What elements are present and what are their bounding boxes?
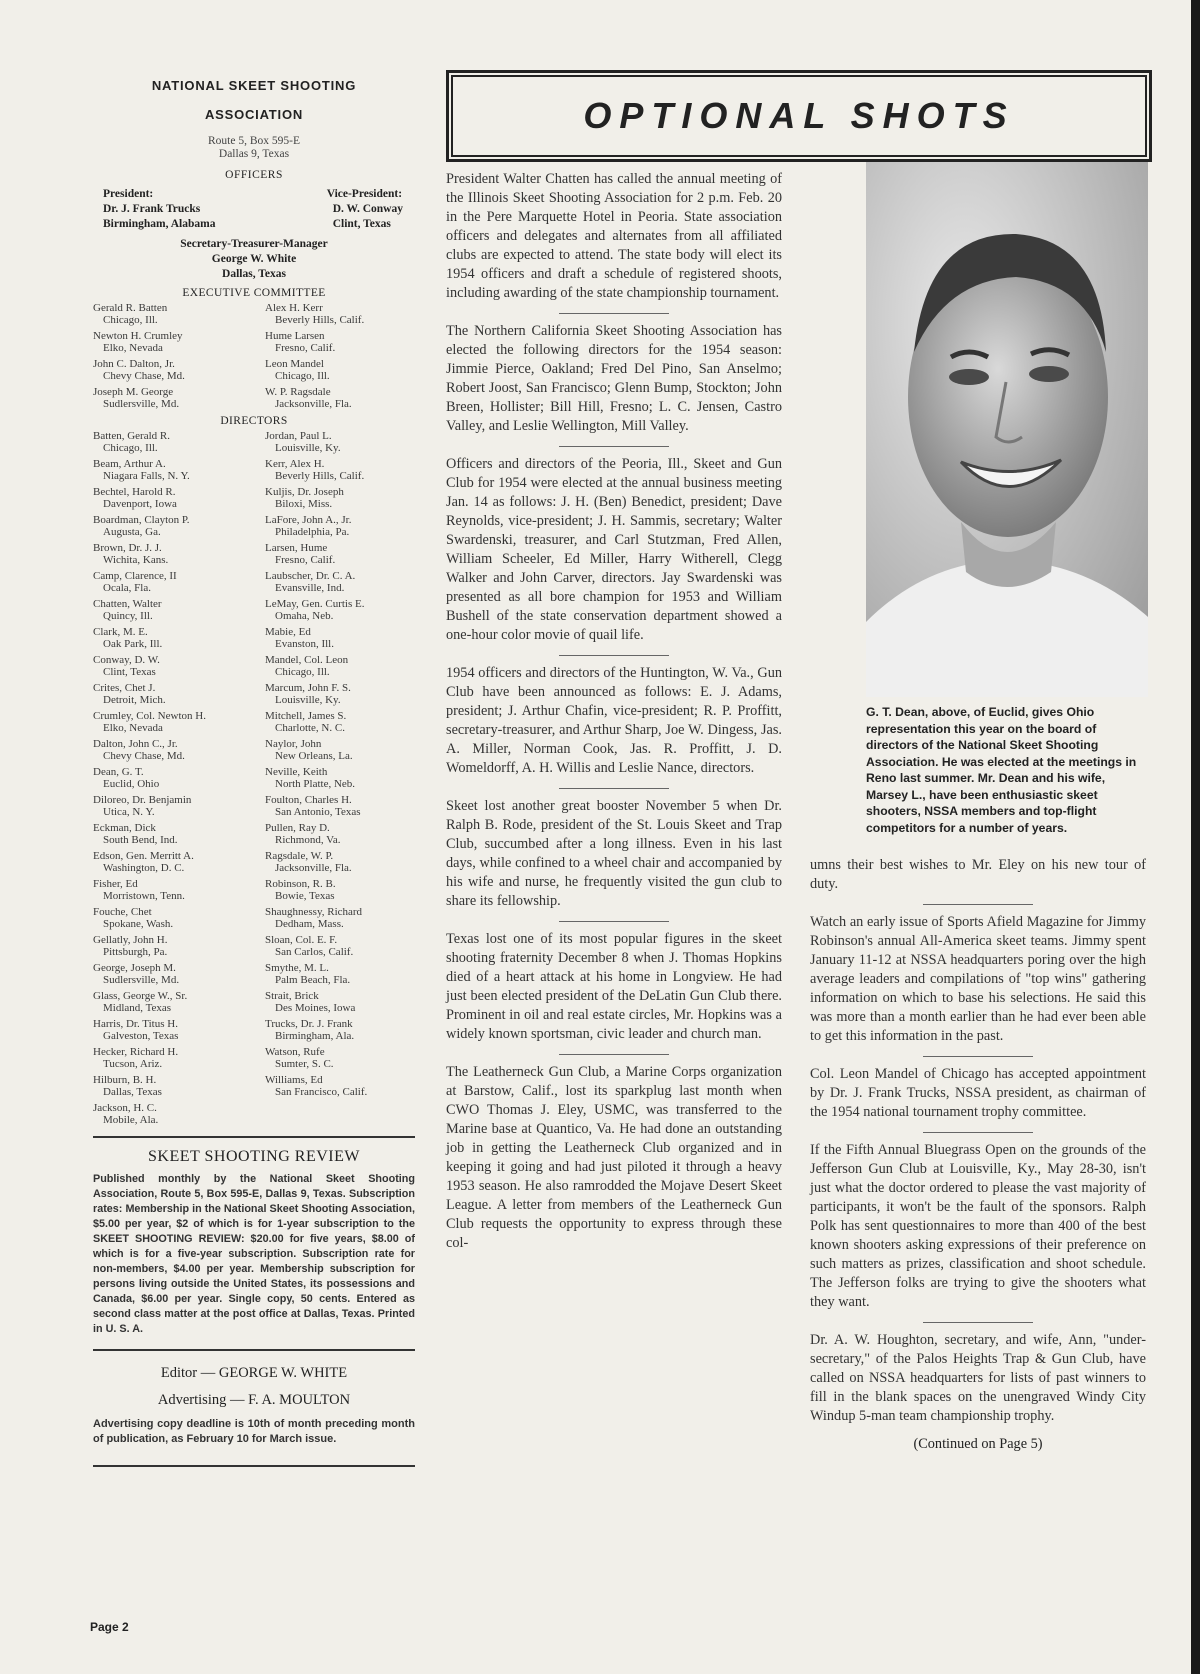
roster-row bbox=[93, 739, 415, 762]
member-name: Laubscher, Dr. C. A. bbox=[265, 570, 356, 582]
member-location: Louisville, Ky. bbox=[275, 441, 341, 454]
member-location: Evanston, Ill. bbox=[275, 637, 334, 650]
member-location: South Bend, Ind. bbox=[103, 833, 178, 846]
roster-row bbox=[93, 331, 415, 354]
roster-entry bbox=[265, 543, 415, 566]
member-location: Mobile, Ala. bbox=[103, 1113, 159, 1126]
roster-entry bbox=[93, 1047, 243, 1070]
roster-entry bbox=[265, 303, 415, 326]
member-name: Crites, Chet J. bbox=[93, 682, 156, 694]
president-title: President: bbox=[103, 188, 154, 200]
member-location: Chevy Chase, Md. bbox=[103, 749, 185, 762]
article-paragraph: Texas lost one of its most popular figures in the skeet shooting fraternity December 8 when J. Thomas Hopkins died of a heart attack at his home in Longview. He had just been elected president of the DeLatin Gun Club there. Prominent in oil and real estate circles, Mr. Hopkins was a widely known sportsman, civic leader and church man. bbox=[446, 931, 782, 1042]
page-edge bbox=[1191, 0, 1200, 1674]
roster-entry bbox=[265, 879, 415, 902]
member-location: Beverly Hills, Calif. bbox=[275, 469, 365, 482]
roster-entry bbox=[93, 543, 243, 566]
member-location: Pittsburgh, Pa. bbox=[103, 945, 168, 958]
item-separator bbox=[559, 655, 669, 656]
roster-entry bbox=[93, 963, 243, 986]
member-name: Pullen, Ray D. bbox=[265, 822, 330, 834]
member-name: Robinson, R. B. bbox=[265, 878, 336, 890]
roster-entry bbox=[265, 387, 415, 410]
member-location: Quincy, Ill. bbox=[103, 609, 153, 622]
article-paragraph: umns their best wishes to Mr. Eley on his new tour of duty. bbox=[810, 857, 1146, 892]
member-location: Galveston, Texas bbox=[103, 1029, 179, 1042]
advertising-line: Advertising — F. A. MOULTON bbox=[157, 1392, 351, 1408]
item-separator bbox=[559, 1054, 669, 1055]
member-location: Utica, N. Y. bbox=[103, 805, 155, 818]
member-location: Elko, Nevada bbox=[103, 341, 163, 354]
member-name: Bechtel, Harold R. bbox=[93, 486, 176, 498]
roster-entry bbox=[93, 1075, 243, 1098]
member-location: Chevy Chase, Md. bbox=[103, 369, 185, 382]
member-name: Shaughnessy, Richard bbox=[265, 906, 363, 918]
roster-entry bbox=[265, 487, 415, 510]
member-name: Watson, Rufe bbox=[265, 1046, 325, 1058]
roster-row bbox=[93, 515, 415, 538]
right-article-column bbox=[810, 856, 1146, 1453]
member-name: W. P. Ragsdale bbox=[265, 386, 331, 398]
member-location: Midland, Texas bbox=[103, 1001, 172, 1014]
member-name: Fisher, Ed bbox=[93, 878, 138, 890]
roster-row bbox=[93, 627, 415, 650]
article-paragraph: Officers and directors of the Peoria, Ill., Skeet and Gun Club for 1954 were elected at the annual business meeting Jan. 14 as follows: J. H. (Ben) Benedict, president; Dave Reynolds, vice-president; J. H. Sammis, secretary; Walter Swardenski, treasurer, and Carl Stutzman, Fred Allen, William Scheeler, Ed Miller, Harry Witherell, Clegg Walker and John Carver, directors. Jay Swardenski was presented as all bore champion for 1953 and William Bushell of the state conservation department showed a one-hour color movie of quail life. bbox=[446, 456, 782, 643]
roster-entry bbox=[265, 1019, 415, 1042]
roster-entry bbox=[93, 711, 243, 734]
vp-title: Vice-President: bbox=[326, 188, 403, 200]
member-location: Davenport, Iowa bbox=[103, 497, 177, 510]
member-location: North Platte, Neb. bbox=[275, 777, 356, 790]
member-name: Alex H. Kerr bbox=[265, 302, 323, 314]
roster-row bbox=[93, 387, 415, 410]
member-name: Strait, Brick bbox=[265, 990, 319, 1002]
masthead-column bbox=[93, 78, 415, 1467]
roster-entry bbox=[265, 627, 415, 650]
roster-entry bbox=[265, 1103, 415, 1126]
member-location: San Francisco, Calif. bbox=[275, 1085, 368, 1098]
roster-row bbox=[93, 1047, 415, 1070]
member-name: Mitchell, James S. bbox=[265, 710, 347, 722]
member-location: San Antonio, Texas bbox=[275, 805, 361, 818]
item-separator bbox=[923, 1056, 1033, 1057]
member-location: Philadelphia, Pa. bbox=[275, 525, 350, 538]
roster-entry bbox=[93, 1019, 243, 1042]
middle-article-column bbox=[446, 170, 782, 1263]
member-name: Brown, Dr. J. J. bbox=[93, 542, 162, 554]
member-name: Newton H. Crumley bbox=[93, 330, 183, 342]
member-name: Jordan, Paul L. bbox=[265, 430, 332, 442]
member-name: Hecker, Richard H. bbox=[93, 1046, 179, 1058]
executive-heading: EXECUTIVE COMMITTEE bbox=[182, 287, 326, 299]
item-separator bbox=[559, 313, 669, 314]
roster-entry bbox=[93, 359, 243, 382]
member-location: Chicago, Ill. bbox=[275, 665, 330, 678]
roster-entry bbox=[265, 359, 415, 382]
member-name: Eckman, Dick bbox=[93, 822, 156, 834]
member-name: Mandel, Col. Leon bbox=[265, 654, 349, 666]
divider bbox=[93, 1349, 415, 1351]
directors-list bbox=[93, 431, 415, 1126]
member-name: George, Joseph M. bbox=[93, 962, 176, 974]
member-name: Kerr, Alex H. bbox=[265, 458, 325, 470]
roster-row bbox=[93, 683, 415, 706]
member-name: Trucks, Dr. J. Frank bbox=[265, 1018, 353, 1030]
roster-row bbox=[93, 571, 415, 594]
member-location: Niagara Falls, N. Y. bbox=[103, 469, 190, 482]
roster-entry bbox=[265, 935, 415, 958]
item-separator bbox=[923, 904, 1033, 905]
member-location: Sudlersville, Md. bbox=[103, 973, 180, 986]
member-location: Charlotte, N. C. bbox=[275, 721, 345, 734]
roster-row bbox=[93, 935, 415, 958]
member-location: Sudlersville, Md. bbox=[103, 397, 180, 410]
roster-row bbox=[93, 431, 415, 454]
member-name: Mabie, Ed bbox=[265, 626, 311, 638]
member-name: Gellatly, John H. bbox=[93, 934, 168, 946]
member-name: Foulton, Charles H. bbox=[265, 794, 352, 806]
member-name: Smythe, M. L. bbox=[265, 962, 329, 974]
member-name: Marcum, John F. S. bbox=[265, 682, 351, 694]
member-name: Larsen, Hume bbox=[265, 542, 328, 554]
roster-entry bbox=[93, 683, 243, 706]
roster-entry bbox=[265, 1075, 415, 1098]
secretary-city: Dallas, Texas bbox=[222, 268, 286, 280]
roster-entry bbox=[93, 739, 243, 762]
roster-entry bbox=[265, 907, 415, 930]
member-location: Des Moines, Iowa bbox=[275, 1001, 356, 1014]
article-paragraph: 1954 officers and directors of the Huntington, W. Va., Gun Club have been announced as follows: E. J. Adams, president; J. Arthur Chafin, vice-president; R. P. Proffitt, secretary-treasurer, and Arthur Sharp, Joe W. Dingess, Jas. A. Miller, Norman Cook, Jas. R. Proffitt, J. D. Womeldorff, A. H. Willis and Leslie Nance, directors. bbox=[446, 665, 782, 776]
article-paragraph: If the Fifth Annual Bluegrass Open on the grounds of the Jefferson Gun Club at Louisville, Ky., May 28-30, isn't just what the doctor ordered to please the vast majority of participants, it won't be the fault of the sponsors. Ralph Polk has sent questionnaires to more than 400 of the best known shooters asking expressions of their preference on such matters as prizes, classification and shoot schedule. The Jefferson folks are trying to give the shooters what they want. bbox=[810, 1142, 1146, 1310]
roster-row bbox=[93, 1075, 415, 1098]
member-name: Naylor, John bbox=[265, 738, 322, 750]
article-paragraph: The Northern California Skeet Shooting Association has elected the following directors for the 1954 season: Jimmie Pierce, Oakland; Fred Del Pino, San Anselmo; Robert Joost, San Francisco; Glenn Bump, Stockton; John Breen, Hollister; Bill Hill, Fresno; L. C. Jensen, Castro Valley, and Leslie Wellington, Mill Valley. bbox=[446, 323, 782, 434]
roster-entry bbox=[93, 431, 243, 454]
president-city: Birmingham, Alabama bbox=[103, 218, 216, 230]
address-line: Route 5, Box 595-E bbox=[208, 135, 300, 147]
member-name: Hilburn, B. H. bbox=[93, 1074, 157, 1086]
article-paragraph: Col. Leon Mandel of Chicago has accepted appointment by Dr. J. Frank Trucks, NSSA president, as chairman of the 1954 national tournament trophy committee. bbox=[810, 1066, 1146, 1120]
roster-entry bbox=[93, 935, 243, 958]
article-paragraph: The Leatherneck Gun Club, a Marine Corps organization at Barstow, Calif., lost its sparkplug last month when CWO Thomas J. Eley, USMC, was transferred to the Marine base at Quantico, Va. He had done an outstanding job in getting the Leatherneck Club organized and in keeping it going and had just piloted it through a heavy 1953 season. He also ramrodded the Mojave Desert Skeet League. A letter from members of the Leatherneck Gun Club requests the opportunity to express through these col- bbox=[446, 1064, 782, 1251]
member-location: Morristown, Tenn. bbox=[103, 889, 185, 902]
roster-entry bbox=[93, 823, 243, 846]
member-location: New Orleans, La. bbox=[275, 749, 353, 762]
roster-entry bbox=[265, 599, 415, 622]
member-location: Jacksonville, Fla. bbox=[275, 861, 352, 874]
executive-list bbox=[93, 303, 415, 410]
item-separator bbox=[559, 921, 669, 922]
roster-row bbox=[93, 907, 415, 930]
member-name: Dalton, John C., Jr. bbox=[93, 738, 178, 750]
roster-row bbox=[93, 991, 415, 1014]
member-location: Jacksonville, Fla. bbox=[275, 397, 352, 410]
member-name: Chatten, Walter bbox=[93, 598, 162, 610]
member-location: Fresno, Calif. bbox=[275, 341, 336, 354]
article-paragraph: Watch an early issue of Sports Afield Magazine for Jimmy Robinson's annual All-America skeet teams. Jimmy spent January 11-12 at NSSA headquarters poring over the high average leaders and compilations of "top wins" gathering information on which to base his selections. He said this was more than a month earlier than he had ever been able to get this information in the past. bbox=[810, 914, 1146, 1044]
member-location: Bowie, Texas bbox=[275, 889, 335, 902]
member-name: Hume Larsen bbox=[265, 330, 325, 342]
association-name: NATIONAL SKEET SHOOTING bbox=[151, 78, 357, 93]
member-location: Beverly Hills, Calif. bbox=[275, 313, 365, 326]
member-location: Elko, Nevada bbox=[103, 721, 163, 734]
officers-heading: OFFICERS bbox=[225, 169, 283, 181]
member-name: Gerald R. Batten bbox=[93, 302, 168, 314]
roster-entry bbox=[93, 795, 243, 818]
item-separator bbox=[559, 446, 669, 447]
roster-entry bbox=[93, 599, 243, 622]
member-name: LeMay, Gen. Curtis E. bbox=[265, 598, 365, 610]
roster-entry bbox=[265, 739, 415, 762]
portrait-photo bbox=[866, 162, 1148, 697]
member-name: Batten, Gerald R. bbox=[93, 430, 170, 442]
roster-row bbox=[93, 359, 415, 382]
member-location: Wichita, Kans. bbox=[103, 553, 169, 566]
secretary-block bbox=[93, 237, 415, 282]
member-location: Augusta, Ga. bbox=[103, 525, 161, 538]
member-location: Fresno, Calif. bbox=[275, 553, 336, 566]
secretary-name: George W. White bbox=[211, 253, 297, 265]
member-location: Richmond, Va. bbox=[275, 833, 341, 846]
directors-heading: DIRECTORS bbox=[220, 415, 288, 427]
roster-row bbox=[93, 655, 415, 678]
member-name: Edson, Gen. Merritt A. bbox=[93, 850, 194, 862]
roster-entry bbox=[265, 571, 415, 594]
article-paragraph: Dr. A. W. Houghton, secretary, and wife, Ann, "under-secretary," of the Palos Heights Trap & Gun Club, have called on NSSA headquarters for lists of past winners to fill in the blank spaces on the unengraved Windy City Windup 5-man team championship trophy. bbox=[810, 1332, 1146, 1424]
member-name: Beam, Arthur A. bbox=[93, 458, 166, 470]
member-location: Tucson, Ariz. bbox=[103, 1057, 163, 1070]
roster-entry bbox=[265, 331, 415, 354]
editor-line: Editor — GEORGE W. WHITE bbox=[160, 1365, 348, 1381]
roster-entry bbox=[93, 991, 243, 1014]
roster-row bbox=[93, 487, 415, 510]
member-name: Fouche, Chet bbox=[93, 906, 152, 918]
roster-entry bbox=[93, 515, 243, 538]
member-name: Camp, Clarence, II bbox=[93, 570, 177, 582]
member-name: John C. Dalton, Jr. bbox=[93, 358, 175, 370]
roster-row bbox=[93, 543, 415, 566]
roster-row bbox=[93, 303, 415, 326]
roster-entry bbox=[265, 767, 415, 790]
roster-entry bbox=[93, 387, 243, 410]
banner-title: OPTIONAL SHOTS bbox=[583, 95, 1015, 136]
article-paragraph: Skeet lost another great booster November 5 when Dr. Ralph B. Rode, president of the St. Louis Skeet and Trap Club, succumbed after a long illness. Even in his last days, while confined to a wheel chair and accompanied by his wife and nurse, he frequently visited the gun club to share its fellowship. bbox=[446, 798, 782, 909]
member-name: LaFore, John A., Jr. bbox=[265, 514, 352, 526]
roster-entry bbox=[93, 907, 243, 930]
president-name: Dr. J. Frank Trucks bbox=[103, 203, 201, 215]
member-location: Chicago, Ill. bbox=[275, 369, 330, 382]
member-location: Sumter, S. C. bbox=[275, 1057, 334, 1070]
vp-city: Clint, Texas bbox=[332, 218, 391, 230]
item-separator bbox=[923, 1322, 1033, 1323]
roster-entry bbox=[265, 795, 415, 818]
member-name: Jackson, H. C. bbox=[93, 1102, 157, 1114]
secretary-title: Secretary-Treasurer-Manager bbox=[180, 238, 328, 250]
member-location: Palm Beach, Fla. bbox=[275, 973, 351, 986]
roster-row bbox=[93, 767, 415, 790]
roster-row bbox=[93, 795, 415, 818]
roster-entry bbox=[265, 655, 415, 678]
member-location: Biloxi, Miss. bbox=[275, 497, 333, 510]
roster-row bbox=[93, 459, 415, 482]
member-location: Dedham, Mass. bbox=[275, 917, 344, 930]
member-location: Clint, Texas bbox=[103, 665, 156, 678]
member-location: Dallas, Texas bbox=[103, 1085, 162, 1098]
member-location: Oak Park, Ill. bbox=[103, 637, 163, 650]
member-location: Detroit, Mich. bbox=[103, 693, 166, 706]
roster-entry bbox=[93, 331, 243, 354]
roster-row bbox=[93, 599, 415, 622]
member-name: Conway, D. W. bbox=[93, 654, 160, 666]
roster-entry bbox=[265, 963, 415, 986]
association-name-line2: ASSOCIATION bbox=[204, 107, 304, 122]
roster-row bbox=[93, 851, 415, 874]
roster-row bbox=[93, 823, 415, 846]
item-separator bbox=[559, 788, 669, 789]
member-name: Crumley, Col. Newton H. bbox=[93, 710, 206, 722]
roster-entry bbox=[265, 1047, 415, 1070]
member-location: Louisville, Ky. bbox=[275, 693, 341, 706]
divider bbox=[93, 1136, 415, 1138]
roster-entry bbox=[93, 879, 243, 902]
roster-entry bbox=[93, 655, 243, 678]
member-location: Euclid, Ohio bbox=[103, 777, 160, 790]
roster-entry bbox=[93, 571, 243, 594]
roster-row bbox=[93, 1103, 415, 1126]
page-number: Page 2 bbox=[90, 1620, 129, 1634]
roster-entry bbox=[265, 683, 415, 706]
roster-entry bbox=[265, 711, 415, 734]
member-name: Williams, Ed bbox=[265, 1074, 323, 1086]
photo-caption: G. T. Dean, above, of Euclid, gives Ohio representation this year on the board of directors of the National Skeet Shooting Association. He was elected at the meetings in Reno last summer. Mr. Dean and his wife, Marsey L., have been enthusiastic skeet shooters, NSSA members and top-flight competitors for a number of years. bbox=[866, 705, 1137, 835]
member-location: Omaha, Neb. bbox=[275, 609, 334, 622]
article-paragraph: President Walter Chatten has called the annual meeting of the Illinois Skeet Shooting Association for 2 p.m. Feb. 20 in the Pere Marquette Hotel in Peoria. State association officers and delegates and alternates from all affiliated clubs are expected to attend. The state body will elect its 1954 officers and draft a schedule of registered shoots, including awarding of the state championship tournament. bbox=[446, 171, 782, 301]
roster-entry bbox=[265, 431, 415, 454]
member-location: Spokane, Wash. bbox=[103, 917, 174, 930]
portrait-image bbox=[866, 162, 1148, 697]
roster-entry bbox=[93, 1103, 243, 1126]
member-name: Joseph M. George bbox=[93, 386, 174, 398]
member-name: Clark, M. E. bbox=[93, 626, 148, 638]
roster-entry bbox=[265, 823, 415, 846]
member-location: Chicago, Ill. bbox=[103, 313, 158, 326]
roster-row bbox=[93, 1019, 415, 1042]
member-name: Diloreo, Dr. Benjamin bbox=[93, 794, 192, 806]
member-location: Evansville, Ind. bbox=[275, 581, 345, 594]
roster-entry bbox=[93, 459, 243, 482]
roster-row bbox=[93, 963, 415, 986]
roster-entry bbox=[265, 991, 415, 1014]
divider bbox=[93, 1465, 415, 1467]
roster-entry bbox=[93, 303, 243, 326]
roster-row bbox=[93, 879, 415, 902]
item-separator bbox=[923, 1132, 1033, 1133]
publication-notice: Published monthly by the National Skeet Shooting Association, Route 5, Box 595-E, Dallas 9, Texas. Subscription rates: Membership in the National Skeet Shooting Association, $5.00 per year, $2 of which is for 1-year subscription to the SKEET SHOOTING REVIEW: $20.00 for five years, $8.00 of which is for a five-year subscription. Subscription rate for non-members, $4.00 per year. Membership subscription for persons living outside the United States, its possessions and Canada, $6.00 per year. Single copy, 50 cents. Entered as second class matter at the post office at Dallas, Texas. Printed in U. S. A. bbox=[93, 1173, 415, 1335]
continued-note: (Continued on Page 5) bbox=[913, 1436, 1043, 1452]
member-name: Sloan, Col. E. F. bbox=[265, 934, 338, 946]
member-location: Ocala, Fla. bbox=[103, 581, 151, 594]
member-location: Washington, D. C. bbox=[103, 861, 185, 874]
member-name: Leon Mandel bbox=[265, 358, 324, 370]
member-name: Boardman, Clayton P. bbox=[93, 514, 190, 526]
address-line: Dallas 9, Texas bbox=[218, 148, 290, 160]
member-name: Harris, Dr. Titus H. bbox=[93, 1018, 178, 1030]
section-banner bbox=[446, 70, 1152, 162]
member-name: Dean, G. T. bbox=[93, 766, 144, 778]
member-name: Neville, Keith bbox=[265, 766, 328, 778]
vp-name: D. W. Conway bbox=[332, 203, 403, 215]
roster-entry bbox=[265, 515, 415, 538]
member-location: San Carlos, Calif. bbox=[275, 945, 354, 958]
review-title: SKEET SHOOTING REVIEW bbox=[148, 1148, 360, 1165]
roster-entry bbox=[93, 851, 243, 874]
member-name: Ragsdale, W. P. bbox=[265, 850, 334, 862]
member-location: Chicago, Ill. bbox=[103, 441, 158, 454]
roster-entry bbox=[93, 487, 243, 510]
officers-block bbox=[93, 187, 415, 232]
roster-entry bbox=[93, 627, 243, 650]
roster-row bbox=[93, 711, 415, 734]
member-name: Glass, George W., Sr. bbox=[93, 990, 188, 1002]
advertising-deadline: Advertising copy deadline is 10th of month preceding month of publication, as February 10 for March issue. bbox=[93, 1418, 415, 1445]
roster-entry bbox=[265, 459, 415, 482]
member-name: Kuljis, Dr. Joseph bbox=[265, 486, 344, 498]
roster-entry bbox=[265, 851, 415, 874]
member-location: Birmingham, Ala. bbox=[275, 1029, 355, 1042]
roster-entry bbox=[93, 767, 243, 790]
